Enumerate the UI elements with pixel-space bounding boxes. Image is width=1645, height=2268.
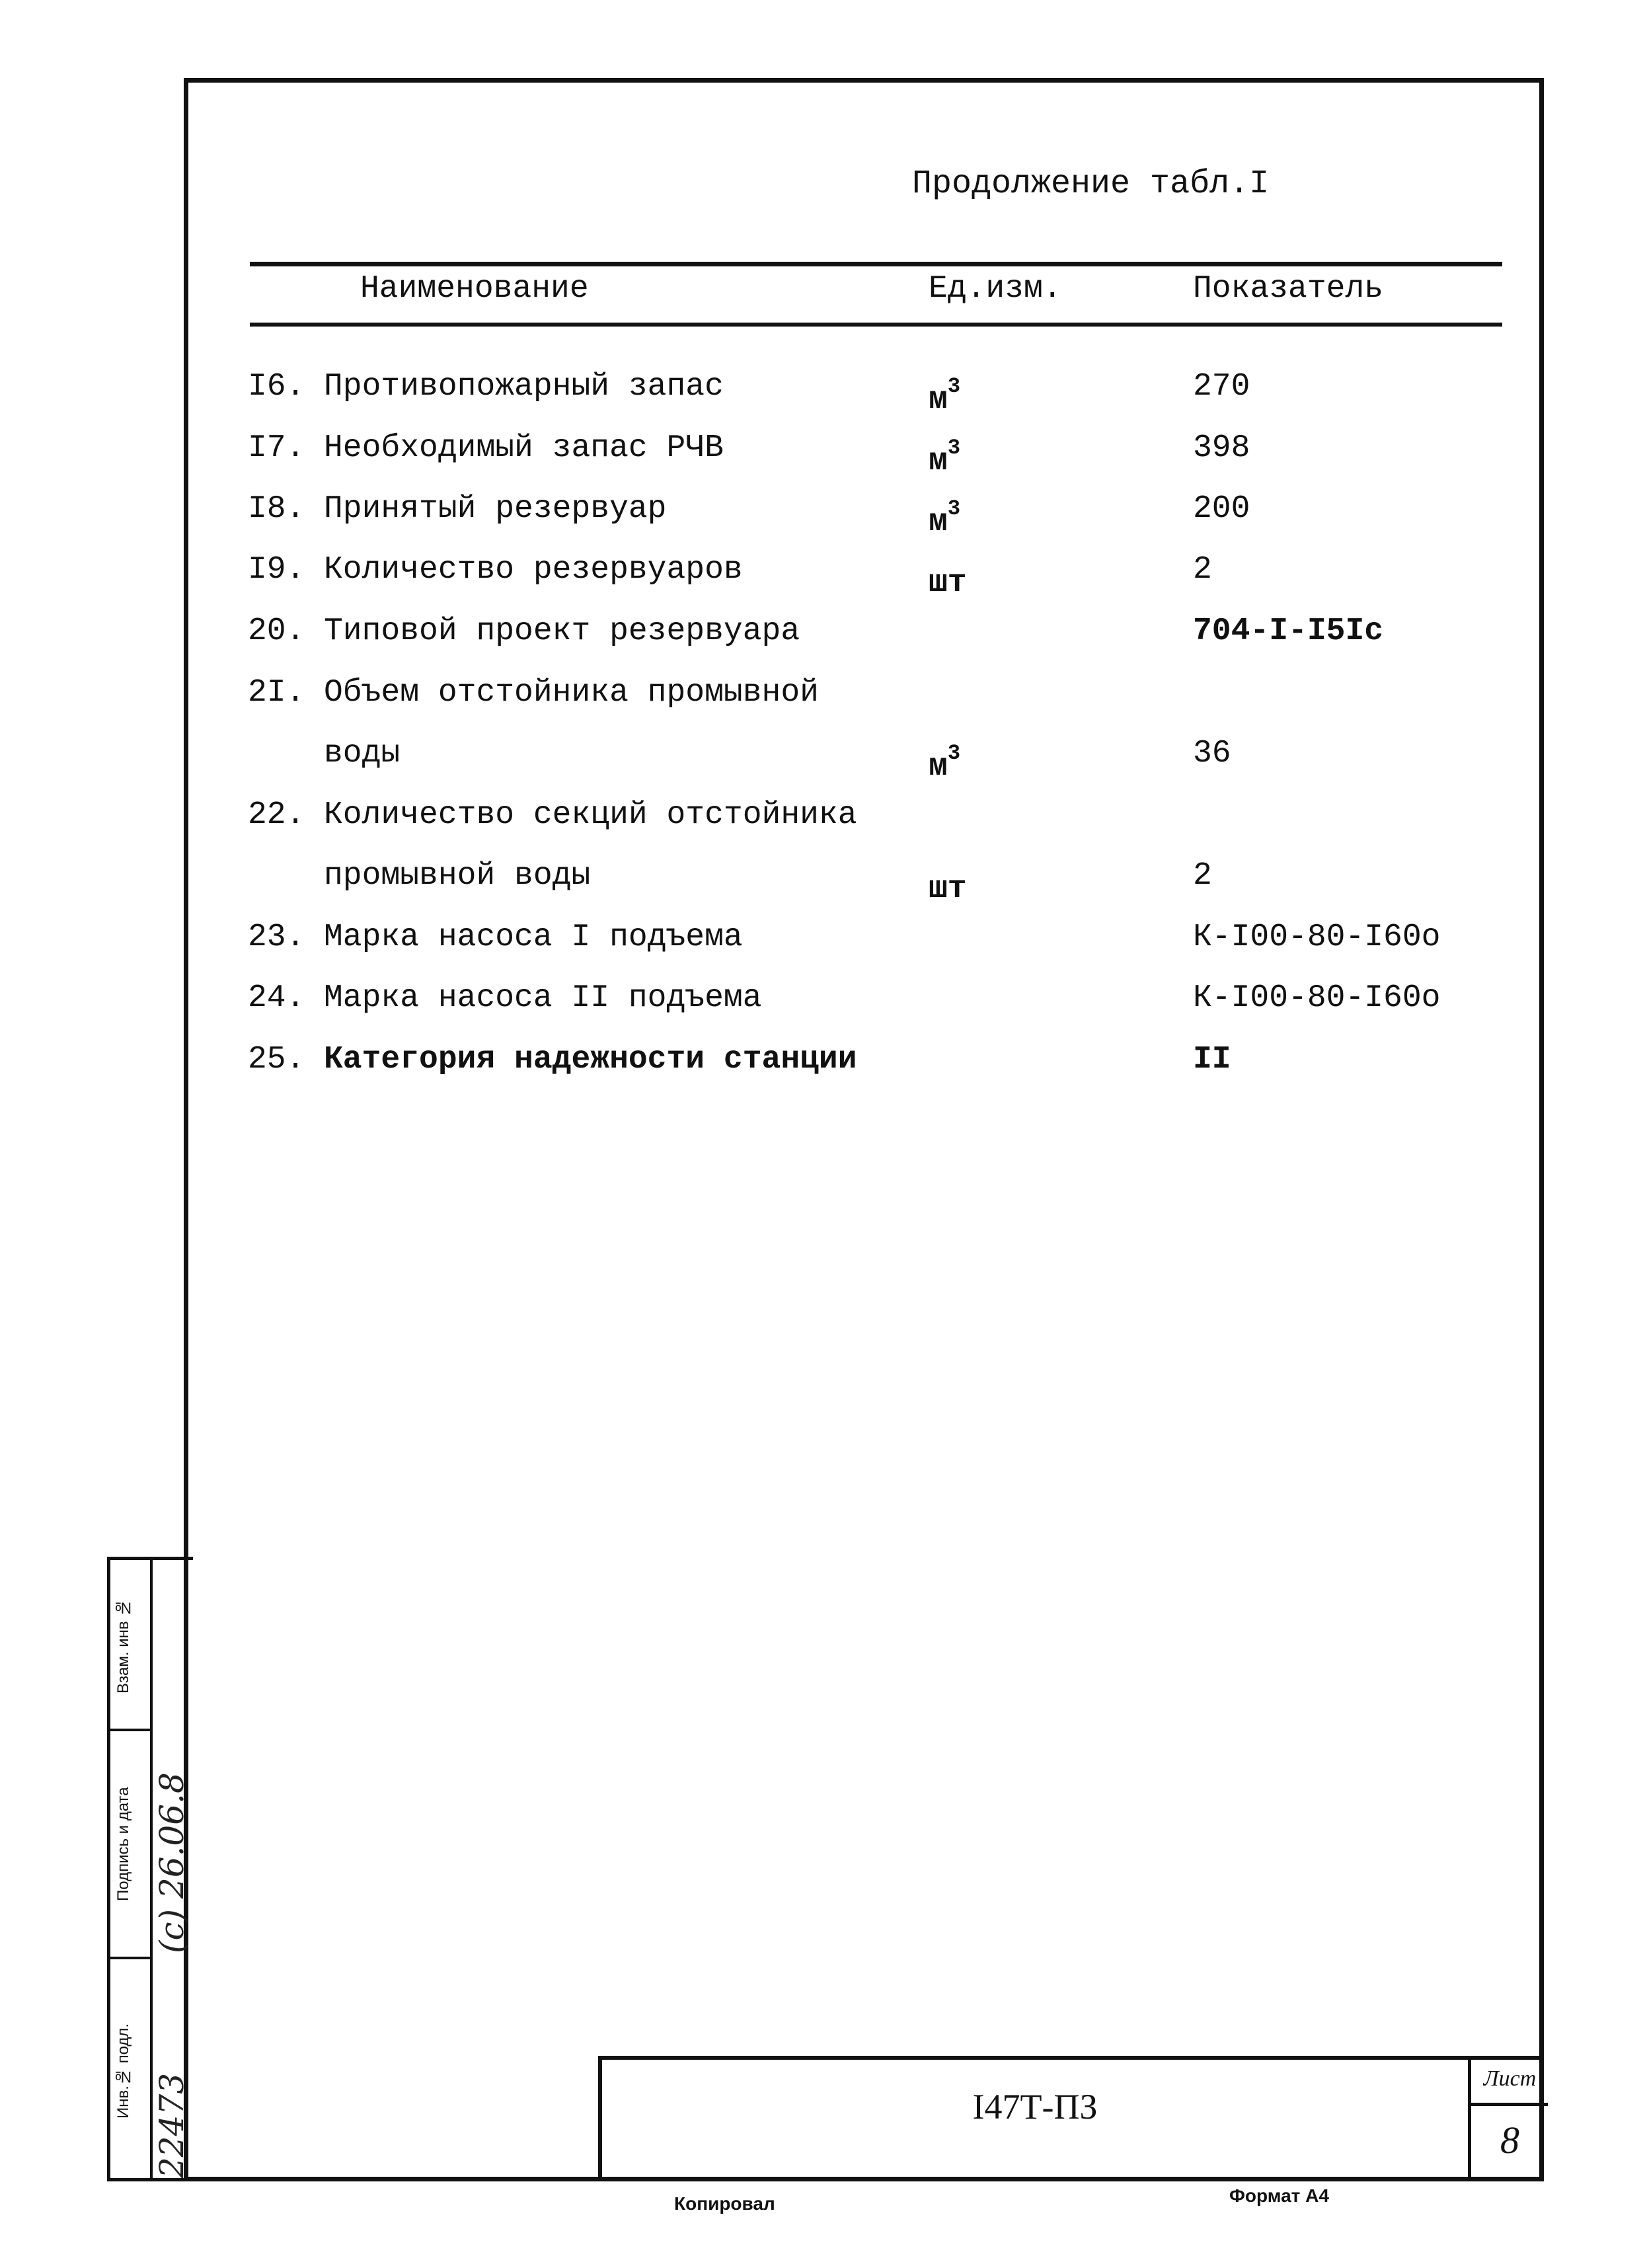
row-name: Категория надежности станции [324, 1042, 857, 1077]
row-name: Марка насоса I подъема [324, 919, 743, 955]
row-name-continued: промывной воды [324, 858, 591, 894]
row-number: 2I. [248, 675, 305, 711]
swap-inv-label: Взам. инв № [114, 1598, 132, 1694]
inv-number-label: Инв.№ подл. [114, 2023, 132, 2119]
row-name: Типовой проект резервуара [324, 613, 800, 649]
row-value: 2 [1193, 858, 1212, 894]
row-name: Количество резервуаров [324, 552, 743, 588]
row-value: К-I00-80-I60о [1193, 919, 1441, 955]
table-header-rule [250, 323, 1502, 327]
row-value: II [1193, 1042, 1231, 1077]
row-unit: $м^3$ [929, 436, 961, 479]
row-number: 24. [248, 980, 305, 1016]
row-name: Объем отстойника промывной [324, 675, 819, 711]
row-number: 25. [248, 1042, 305, 1077]
row-value: 398 [1193, 430, 1250, 466]
margin-stamp [107, 1557, 193, 2181]
row-unit: $м^3$ [929, 496, 961, 540]
sign-date-label: Подпись и дата [114, 1787, 132, 1902]
sign-date-value: (с) 26.06.8 [153, 1772, 191, 1953]
row-name: Количество секций отстойника [324, 797, 857, 833]
row-number: I7. [248, 430, 305, 466]
row-value: К-I00-80-I60о [1193, 980, 1441, 1016]
row-unit: $м^3$ [929, 741, 961, 785]
row-number: 23. [248, 919, 305, 955]
header-value: Показатель [1193, 271, 1384, 307]
row-value: 704-I-I5Ic [1193, 613, 1384, 649]
continuation-title: Продолжение табл.I [912, 165, 1270, 203]
row-value: 36 [1193, 736, 1231, 771]
row-number: I9. [248, 552, 305, 588]
row-name: Принятый резервуар [324, 491, 667, 527]
row-name: Противопожарный запас [324, 369, 724, 405]
format-label: Формат А4 [1229, 2185, 1329, 2206]
header-unit: Ед.изм. [929, 271, 1062, 307]
copied-label: Копировал [674, 2193, 775, 2214]
title-block [598, 2056, 1544, 2181]
row-value: 2 [1193, 552, 1212, 588]
row-number: I8. [248, 491, 305, 527]
row-name-continued: воды [324, 736, 401, 771]
sheet-label: Лист [1483, 2066, 1537, 2091]
row-unit: шт [929, 871, 967, 907]
inv-number-value: 22473 [153, 2072, 191, 2178]
row-number: 22. [248, 797, 305, 833]
row-name: Марка насоса II подъема [324, 980, 762, 1016]
row-value: 200 [1193, 491, 1250, 527]
row-unit: $м^3$ [929, 374, 961, 418]
header-name: Наименование [360, 271, 589, 307]
document-code: I47Т-ПЗ [972, 2087, 1098, 2127]
row-unit: шт [929, 565, 967, 601]
row-number: I6. [248, 369, 305, 405]
row-value: 270 [1193, 369, 1250, 405]
sheet-number: 8 [1500, 2119, 1519, 2162]
row-name: Необходимый запас РЧВ [324, 430, 724, 466]
table-top-rule [250, 262, 1502, 266]
row-number: 20. [248, 613, 305, 649]
